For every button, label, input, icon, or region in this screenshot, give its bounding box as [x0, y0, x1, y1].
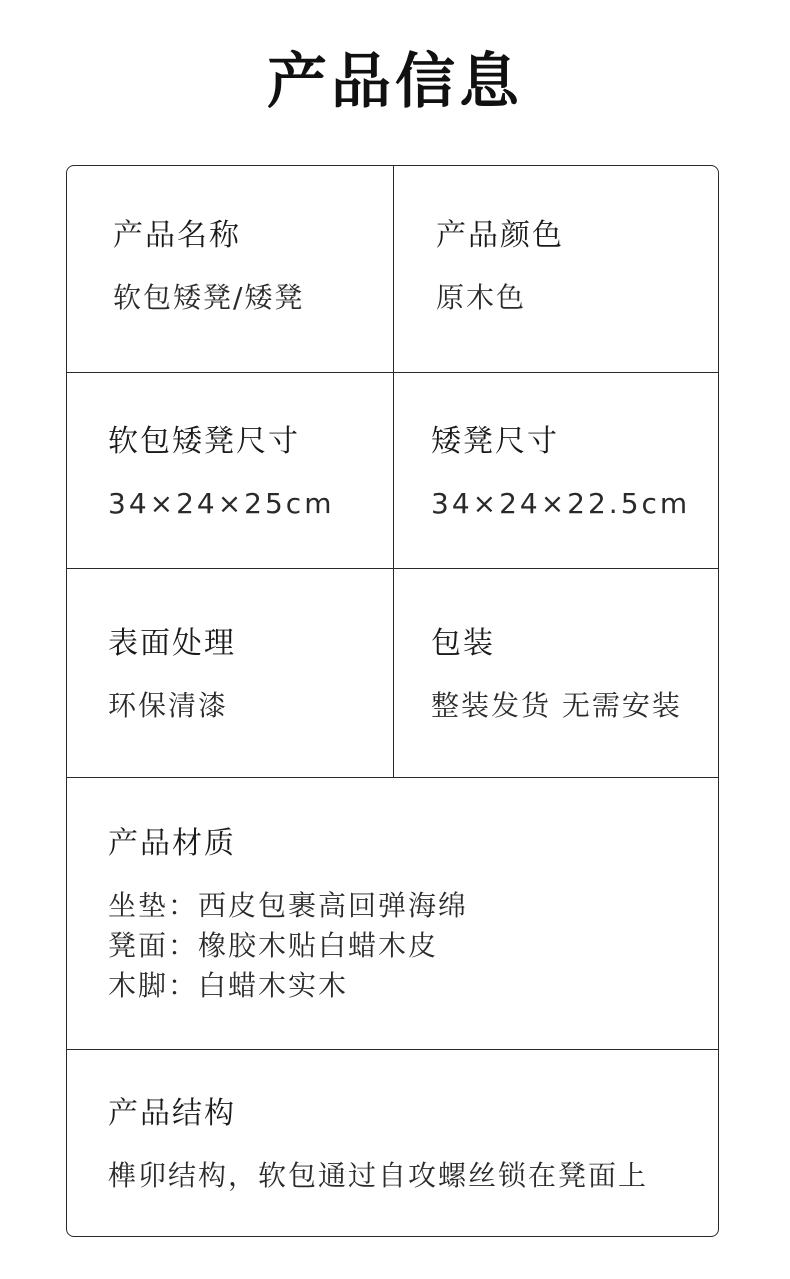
surface-finish-label: 表面处理 — [108, 626, 236, 661]
surface-finish-value: 环保清漆 — [108, 689, 229, 722]
cell-soft-stool-size — [108, 422, 334, 524]
cell-structure — [108, 1094, 648, 1196]
cell-product-name — [113, 216, 304, 318]
column-divider — [393, 166, 394, 777]
material-list — [108, 886, 468, 1006]
product-color-value: 原木色 — [436, 281, 527, 314]
packaging-value: 整装发货 无需安装 — [431, 689, 682, 722]
product-name-value: 软包矮凳/矮凳 — [113, 281, 305, 314]
cell-material — [108, 824, 468, 1006]
cell-surface-finish — [108, 624, 236, 726]
material-line-seat-surface: 凳面：橡胶木贴白蜡木皮 — [108, 929, 439, 962]
packaging-label: 包装 — [431, 626, 495, 661]
material-line-legs: 木脚：白蜡木实木 — [108, 969, 349, 1002]
structure-value: 榫卯结构，软包通过自攻螺丝锁在凳面上 — [108, 1159, 649, 1192]
cell-packaging — [431, 624, 682, 726]
stool-size-value: 34×24×22.5cm — [431, 487, 691, 520]
soft-stool-size-value: 34×24×25cm — [108, 487, 335, 520]
product-info-table — [66, 165, 719, 1237]
page-title: 产品信息 — [267, 47, 523, 117]
material-label: 产品材质 — [108, 826, 236, 861]
cell-stool-size — [431, 422, 690, 524]
material-line-seat-cushion: 坐垫：西皮包裹高回弹海绵 — [108, 889, 469, 922]
product-color-label: 产品颜色 — [436, 218, 564, 253]
row-divider — [67, 1049, 718, 1050]
product-name-label: 产品名称 — [113, 218, 241, 253]
cell-product-color — [436, 216, 564, 318]
structure-label: 产品结构 — [108, 1096, 236, 1131]
stool-size-label: 矮凳尺寸 — [431, 424, 559, 459]
row-divider — [67, 777, 718, 778]
soft-stool-size-label: 软包矮凳尺寸 — [108, 424, 300, 459]
